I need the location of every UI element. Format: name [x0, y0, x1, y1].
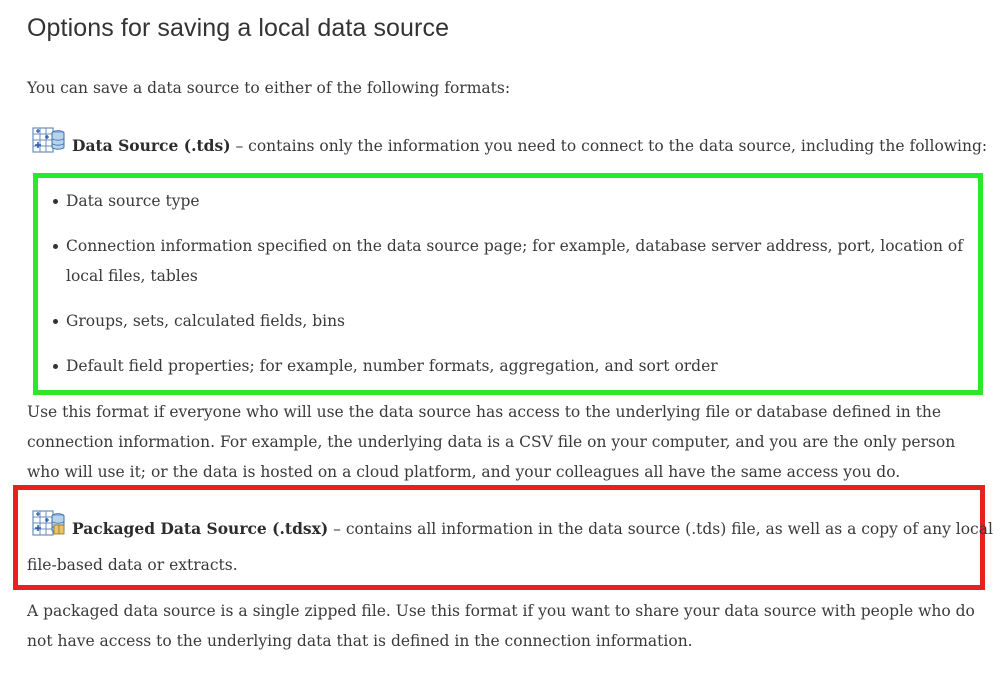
data-source-usage-text: Use this format if everyone who will use the data source has access to the underlying file or database defined in the connection information. For example, the underlying data is a CSV file on your computer, and you are the only person who will use it; or the data is hosted on a cloud platform, and your colleagues all have the same access you do.: [27, 403, 956, 481]
packaged-data-source-icon: [32, 508, 66, 548]
packaged-data-source-format-line: [32, 508, 993, 548]
data-source-description: – contains only the information you need to connect to the data source, including the following:: [230, 137, 988, 155]
data-source-name: Data Source (.tds): [72, 136, 231, 155]
data-source-bullet-list: [66, 186, 966, 396]
list-item: Connection information specified on the data source page; for example, database server address, port, location of local files, tables: [66, 231, 966, 291]
packaged-data-source-description-continued: file-based data or extracts.: [27, 556, 238, 574]
packaged-data-source-usage-text: A packaged data source is a single zipped file. Use this format if you want to share your data source with people who do not have access to the underlying data that is defined in the connection information.: [27, 602, 975, 650]
page-title: Options for saving a local data source: [27, 14, 450, 42]
packaged-data-source-description: – contains all information in the data source (.tds) file, as well as a copy of any local: [328, 520, 993, 538]
data-source-icon: [32, 125, 66, 165]
packaged-data-source-name: Packaged Data Source (.tdsx): [72, 519, 329, 538]
list-item: Default field properties; for example, number formats, aggregation, and sort order: [66, 351, 966, 381]
intro-text: You can save a data source to either of the following formats:: [27, 79, 511, 97]
list-item: Data source type: [66, 186, 966, 216]
list-item: Groups, sets, calculated fields, bins: [66, 306, 966, 336]
data-source-format-line: [32, 125, 987, 165]
